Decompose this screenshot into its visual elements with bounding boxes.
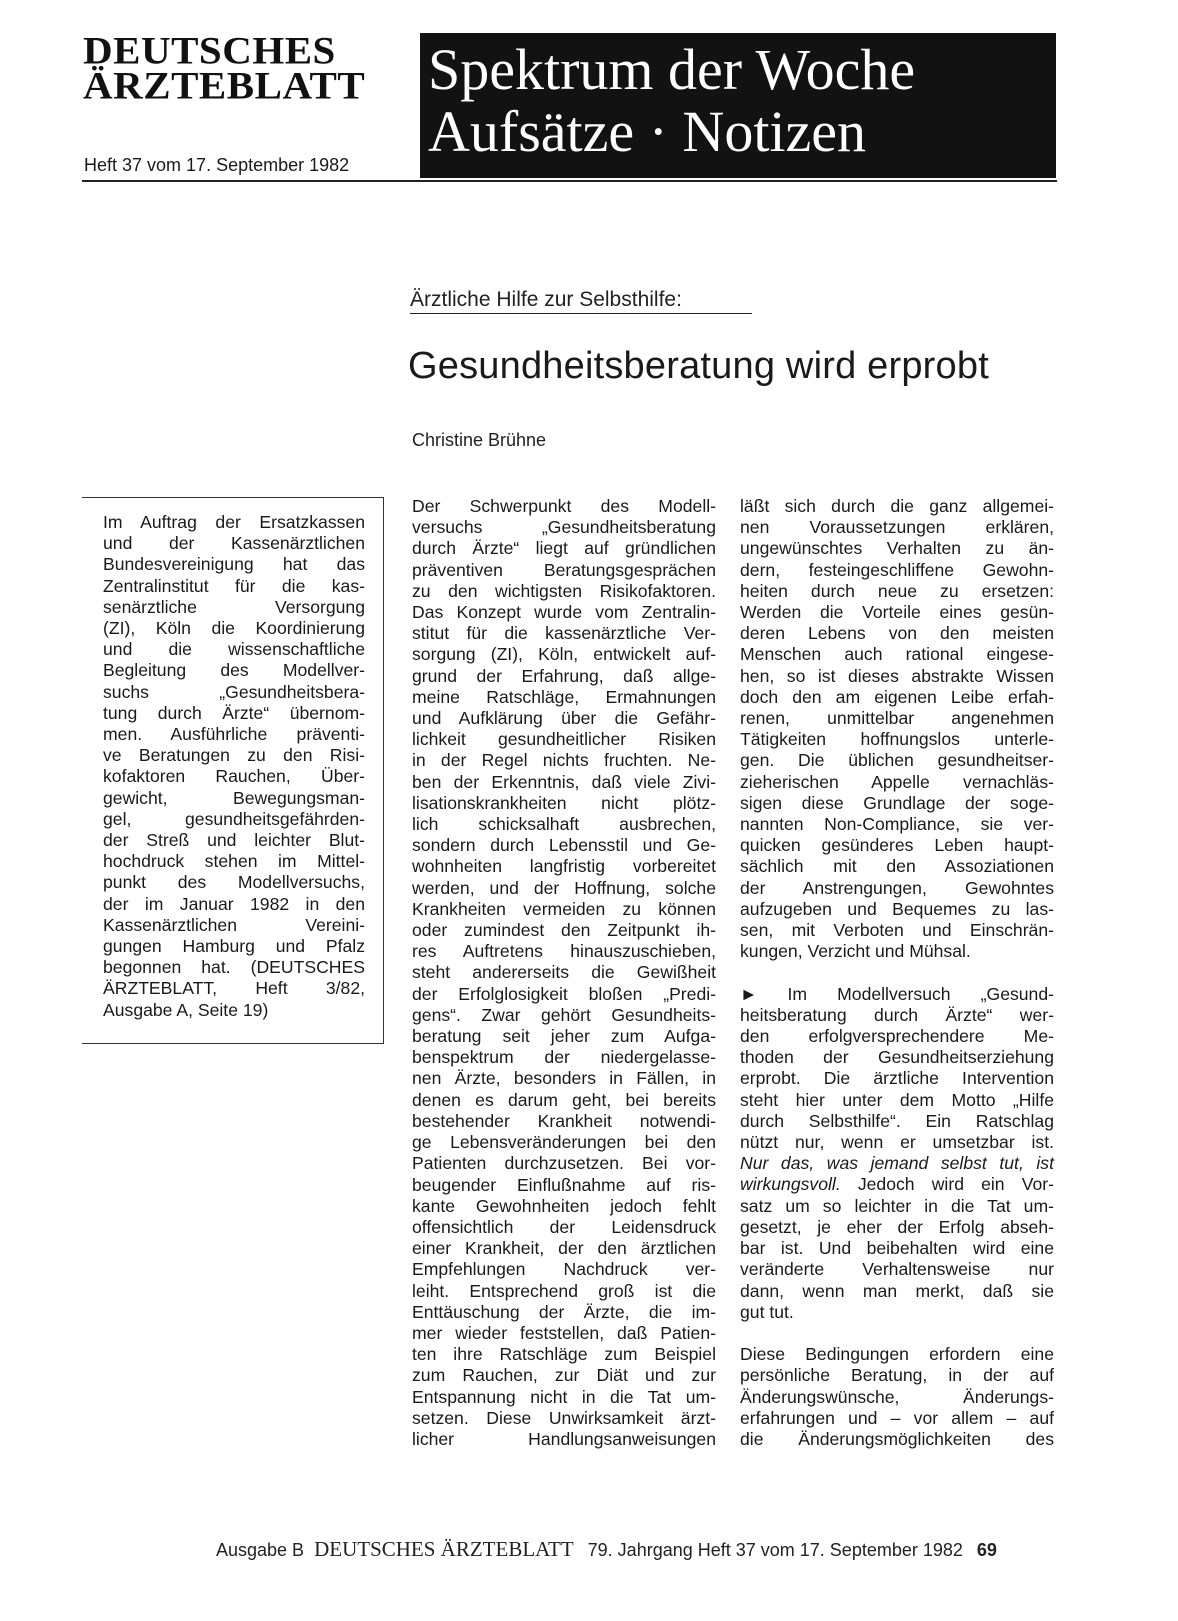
text-fragment: Jedoch wird ein Vor- <box>840 1174 1054 1195</box>
text-line: und der Kassenärztlichen <box>103 533 365 554</box>
text-line: gesetzt, je eher der Erfolg abseh- <box>740 1216 1054 1237</box>
text-line: Im Auftrag der Ersatzkassen <box>103 512 365 532</box>
text-line: gewicht, Bewegungsman- <box>103 787 365 808</box>
text-line: Begleitung des Modellver- <box>103 660 365 681</box>
text-line: ge Lebensveränderungen bei den <box>412 1132 716 1153</box>
text-line: oder zumindest den Zeitpunkt ih- <box>412 920 716 941</box>
text-line: gut tut. <box>740 1301 794 1322</box>
text-line: renen, unmittelbar angenehmen <box>740 708 1054 729</box>
text-line: ten ihre Ratschläge zum Beispiel <box>412 1344 716 1365</box>
kicker-underline <box>410 313 752 314</box>
text-line: werden, und der Hoffnung, solche <box>412 877 716 898</box>
text-line: und die wissenschaftliche <box>103 639 365 660</box>
text-line: ► Im Modellversuch „Gesund- <box>740 983 1054 1004</box>
text-line: nen Voraussetzungen erklären, <box>740 517 1054 538</box>
text-line: gel, gesundheitsgefährden- <box>103 808 365 829</box>
text-line: zum Rauchen, zur Diät und zur <box>412 1365 716 1386</box>
text-line: Entspannung nicht in die Tat um- <box>412 1386 716 1407</box>
page-footer <box>216 1537 997 1562</box>
text-line: durch Selbsthilfe“. Ein Ratschlag <box>740 1110 1054 1131</box>
text-line: sorgung (ZI), Köln, entwickelt auf- <box>412 644 716 665</box>
header-rule <box>82 180 1057 182</box>
text-line: Diese Bedingungen erfordern eine <box>740 1344 1054 1365</box>
text-line: Krankheiten vermeiden zu können <box>412 898 716 919</box>
text-line: Werden die Vorteile eines gesün- <box>740 602 1054 623</box>
text-line: Kassenärztlichen Vereini- <box>103 914 365 935</box>
article-headline: Gesundheitsberatung wird erprobt <box>408 345 989 387</box>
text-line: bestehender Krankheit notwendi- <box>412 1110 716 1131</box>
text-line: beratung seit jeher zum Aufga- <box>412 1026 716 1047</box>
text-line: Enttäuschung der Ärzte, die im- <box>412 1301 716 1322</box>
text-line: hochdruck stehen im Mittel- <box>103 851 365 872</box>
text-line: Änderungswünsche, Änderungs- <box>740 1386 1054 1407</box>
article-column-2 <box>740 496 1054 1450</box>
text-line: wohnheiten langfristig vorbereitet <box>412 856 716 877</box>
footer-edition: Ausgabe B <box>216 1540 305 1560</box>
text-line: senärztliche Versorgung <box>103 596 365 617</box>
text-line: der Anstrengungen, Gewohntes <box>740 877 1054 898</box>
text-line: sigen diese Grundlage der soge- <box>740 792 1054 813</box>
text-line: beugender Einflußnahme auf ris- <box>412 1174 716 1195</box>
text-line: licher Handlungsanweisungen <box>412 1428 716 1449</box>
emphasis-line: Nur das, was jemand selbst tut, ist <box>740 1153 1054 1174</box>
text-line: satz um so leichter in die Tat um- <box>740 1195 1054 1216</box>
text-line: Ausgabe A, Seite 19) <box>103 999 269 1020</box>
text-line: kofaktoren Rauchen, Über- <box>103 766 365 787</box>
page-number: 69 <box>976 1540 997 1560</box>
text-line: leiht. Entsprechend groß ist die <box>412 1280 716 1301</box>
text-line: persönliche Beratung, in der auf <box>740 1365 1054 1386</box>
text-line: punkt des Modellversuchs, <box>103 872 365 893</box>
text-line: steht andererseits die Gewißheit <box>412 962 716 983</box>
text-line: Patienten durchzusetzen. Bei vor- <box>412 1153 716 1174</box>
article-column-1 <box>412 496 716 1450</box>
text-line: aufzugeben und Bequemes zu las- <box>740 898 1054 919</box>
text-line: gungen Hamburg und Pfalz <box>103 936 365 957</box>
text-line: ÄRZTEBLATT, Heft 3/82, <box>103 978 365 999</box>
text-line: quicken gesünderes Leben haupt- <box>740 835 1054 856</box>
text-line: ben der Erkenntnis, daß viele Zivi- <box>412 771 716 792</box>
text-line: Der Schwerpunkt des Modell- <box>412 496 716 516</box>
text-line: nützt nur, wenn er umsetzbar ist. <box>740 1132 1054 1153</box>
text-line: Menschen auch rational eingese- <box>740 644 1054 665</box>
text-line: men. Ausführliche präventi- <box>103 724 365 745</box>
text-line: erprobt. Die ärztliche Intervention <box>740 1068 1054 1089</box>
text-line: ve Beratungen zu den Risi- <box>103 745 365 766</box>
text-line: thoden der Gesundheitserziehung <box>740 1047 1054 1068</box>
text-line: grund der Erfahrung, daß allge- <box>412 665 716 686</box>
text-line: kante Gewohnheiten jedoch fehlt <box>412 1195 716 1216</box>
text-line: Tätigkeiten hoffnungslos unterle- <box>740 729 1054 750</box>
text-line: setzen. Diese Unwirksamkeit ärzt- <box>412 1407 716 1428</box>
section-title-line1: Spektrum der Woche <box>428 37 916 102</box>
text-line: einer Krankheit, der den ärztlichen <box>412 1238 716 1259</box>
text-line: lich schicksalhaft ausbrechen, <box>412 814 716 835</box>
section-title-line2: Aufsätze · Notizen <box>428 99 867 164</box>
summary-text <box>103 512 365 1021</box>
text-line: sondern durch Lebensstil und Ge- <box>412 835 716 856</box>
text-line: tung durch Ärzte“ übernom- <box>103 702 365 723</box>
text-line: denen es darum geht, bei bereits <box>412 1089 716 1110</box>
text-line: sächlich mit den Assoziationen <box>740 856 1054 877</box>
text-line: ungewünschtes Verhalten zu än- <box>740 538 1054 559</box>
text-line: erfahrungen und – vor allem – auf <box>740 1407 1054 1428</box>
text-line: Zentralinstitut für die kas- <box>103 575 365 596</box>
text-line: Das Konzept wurde vom Zentralin- <box>412 602 716 623</box>
text-line: veränderte Verhaltensweise nur <box>740 1259 1054 1280</box>
text-line: der Erfolglosigkeit bloßen „Predi- <box>412 983 716 1004</box>
text-line: zieherischen Appelle vernachläs- <box>740 771 1054 792</box>
text-line: hen, so ist dieses abstrakte Wissen <box>740 665 1054 686</box>
masthead-line1: DEUTSCHES <box>83 28 336 72</box>
footer-issue: 79. Jahrgang Heft 37 vom 17. September 1982 <box>587 1540 963 1560</box>
text-line: heiten durch neue zu ersetzen: <box>740 580 1054 601</box>
text-line: Empfehlungen Nachdruck ver- <box>412 1259 716 1280</box>
text-line: den erfolgversprechendere Me- <box>740 1026 1054 1047</box>
text-line: gens“. Zwar gehört Gesundheits- <box>412 1004 716 1025</box>
text-line: kungen, Verzicht und Mühsal. <box>740 941 971 962</box>
text-line: läßt sich durch die ganz allgemei- <box>740 496 1054 516</box>
masthead-line2: ÄRZTEBLATT <box>83 63 366 107</box>
issue-date: Heft 37 vom 17. September 1982 <box>84 155 350 175</box>
text-line: doch den am eigenen Leibe erfah- <box>740 686 1054 707</box>
text-line: gen. Die üblichen gesundheitser- <box>740 750 1054 771</box>
text-line: nannten Non-Compliance, sie ver- <box>740 814 1054 835</box>
text-line: mer wieder feststellen, daß Patien- <box>412 1322 716 1343</box>
text-line: deren Lebens von den meisten <box>740 623 1054 644</box>
text-line: meine Ratschläge, Ermahnungen <box>412 686 716 707</box>
text-line: offensichtlich der Leidensdruck <box>412 1216 716 1237</box>
text-line <box>740 1174 1054 1195</box>
text-line: benspektrum der niedergelasse- <box>412 1047 716 1068</box>
article-author: Christine Brühne <box>412 430 547 450</box>
masthead-logo <box>83 28 403 107</box>
text-line: dern, festeingeschliffene Gewohn- <box>740 559 1054 580</box>
text-line: heitsberatung durch Ärzte“ wer- <box>740 1004 1054 1025</box>
footer-brand: DEUTSCHES ÄRZTEBLATT <box>314 1537 574 1561</box>
text-line: (ZI), Köln die Koordinierung <box>103 618 365 639</box>
text-line: bar ist. Und beibehalten wird eine <box>740 1238 1054 1259</box>
text-line: zu den wichtigsten Risikofaktoren. <box>412 580 716 601</box>
text-line: stitut für die kassenärztliche Ver- <box>412 623 716 644</box>
text-line: begonnen hat. (DEUTSCHES <box>103 957 365 978</box>
text-line: in der Regel nichts fruchten. Ne- <box>412 750 716 771</box>
text-line: suchs „Gesundheitsbera- <box>103 681 365 702</box>
text-line: und Aufklärung über die Gefähr- <box>412 708 716 729</box>
text-line: die Änderungsmöglichkeiten des <box>740 1428 1054 1449</box>
text-line: res Auftretens hinauszuschieben, <box>412 941 716 962</box>
emphasis-text: wirkungsvoll. <box>740 1174 841 1195</box>
text-line: sen, mit Verboten und Einschrän- <box>740 920 1054 941</box>
text-line: lisationskrankheiten nicht plötz- <box>412 792 716 813</box>
text-line: präventiven Beratungsgesprächen <box>412 559 716 580</box>
text-line: durch Ärzte“ liegt auf gründlichen <box>412 538 716 559</box>
text-line: der Streß und leichter Blut- <box>103 830 365 851</box>
text-line: steht hier unter dem Motto „Hilfe <box>740 1089 1054 1110</box>
text-line: dann, wenn man merkt, daß sie <box>740 1280 1054 1301</box>
text-line: Bundesvereinigung hat das <box>103 554 365 575</box>
text-line: versuchs „Gesundheitsberatung <box>412 517 716 538</box>
text-line: lichkeit gesundheitlicher Risiken <box>412 729 716 750</box>
text-line: nen Ärzte, besonders in Fällen, in <box>412 1068 716 1089</box>
text-line: der im Januar 1982 in den <box>103 893 365 914</box>
article-kicker: Ärztliche Hilfe zur Selbsthilfe: <box>410 288 682 311</box>
section-banner <box>420 33 1056 178</box>
